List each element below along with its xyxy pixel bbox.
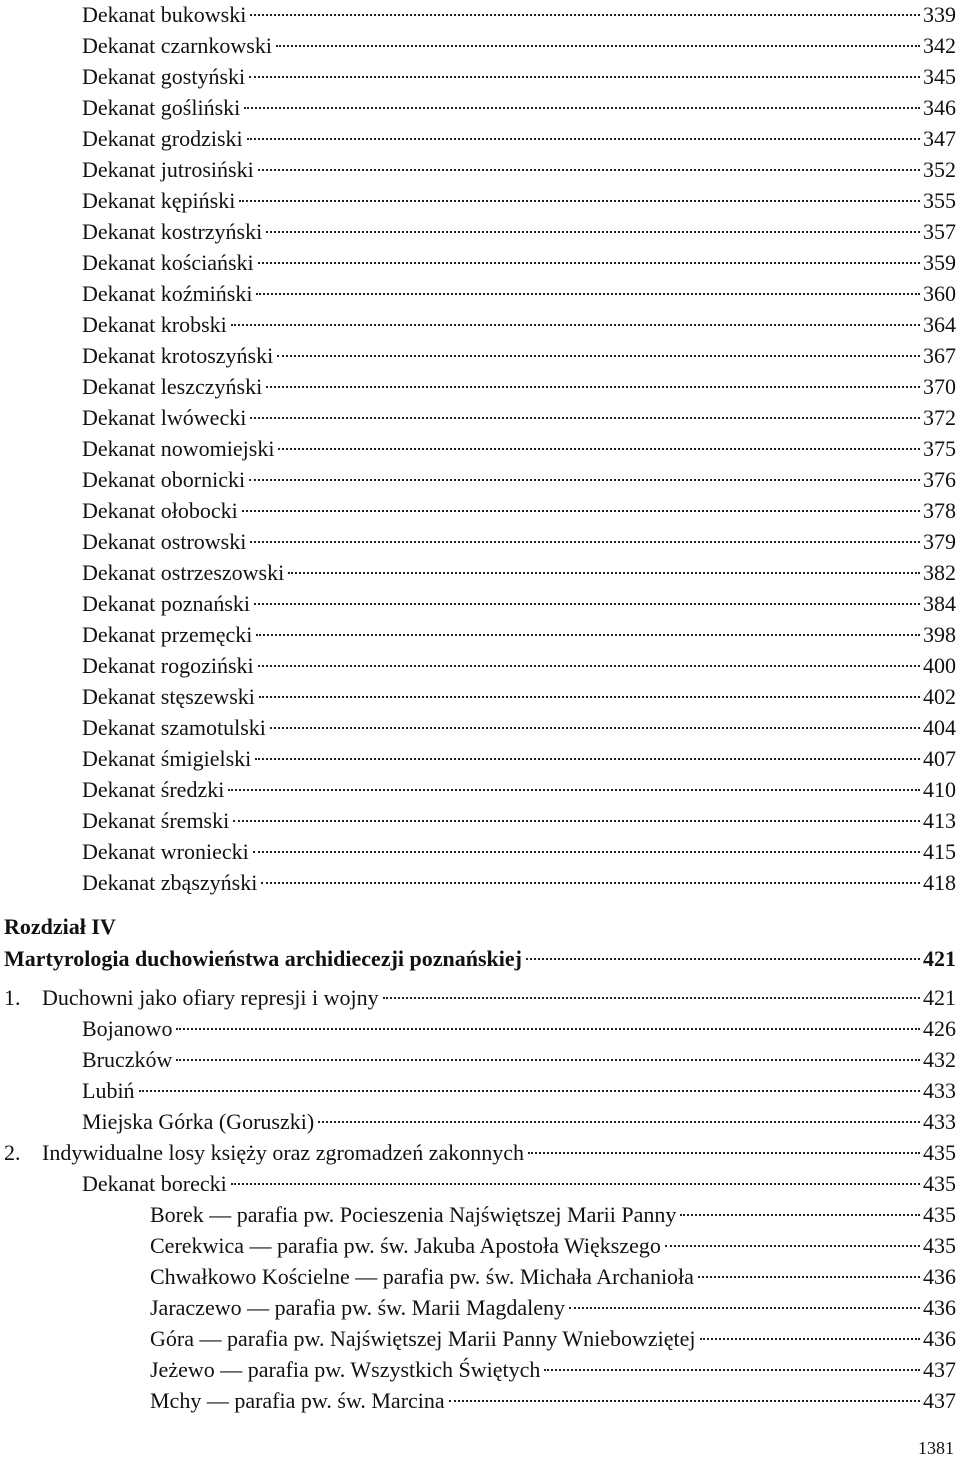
toc-entry-label: Dekanat lwówecki [82,405,247,430]
dot-leader [247,138,920,140]
toc-entry[interactable] [82,434,956,464]
toc-entry-label: Dekanat wroniecki [82,839,249,864]
dot-leader [228,789,920,791]
toc-entry-page: 357 [923,219,956,244]
toc-entry-label: Dekanat kępiński [82,188,236,213]
toc-entry-label: Dekanat gostyński [82,64,246,89]
chapter-title: Martyrologia duchowieństwa archidiecezji poznańskiej [4,946,522,971]
toc-entry[interactable] [82,527,956,557]
toc-entry[interactable] [82,217,956,247]
section-number: 1. [4,985,21,1010]
parish-page: 437 [923,1388,956,1413]
dot-leader [253,851,920,853]
toc-entry-label: Dekanat gośliński [82,95,241,120]
parish-entry[interactable] [150,1386,956,1416]
toc-entry-label: Dekanat poznański [82,591,250,616]
dot-leader [176,1059,920,1061]
parish-page: 436 [923,1264,956,1289]
parish-entry[interactable] [150,1231,956,1261]
section-title: Indywidualne losy księży oraz zgromadzeń zakonnych [42,1140,524,1165]
parish-label: Jaraczewo — parafia pw. św. Marii Magdaleny [150,1295,565,1320]
toc-entry-label: Dekanat czarnkowski [82,33,272,58]
toc-entry-label: Miejska Górka (Goruszki) [82,1109,315,1134]
dot-leader [278,448,920,450]
parish-page: 436 [923,1295,956,1320]
toc-entry-page: 367 [923,343,956,368]
dot-leader [261,882,920,884]
section-label [4,983,379,1013]
dot-leader [270,727,920,729]
dot-leader [250,14,920,16]
parish-entry[interactable] [150,1355,956,1385]
parish-page: 435 [923,1202,956,1227]
toc-entry-page: 410 [923,777,956,802]
dot-leader [249,76,920,78]
section-page: 421 [923,985,956,1010]
toc-entry-label: Dekanat bukowski [82,2,247,27]
toc-entry[interactable] [82,1107,956,1137]
toc-entry[interactable] [82,1014,956,1044]
dot-leader [700,1338,920,1340]
dot-leader [259,696,920,698]
toc-entry-page: 372 [923,405,956,430]
toc-entry-label: Lubiń [82,1078,135,1103]
toc-entry-page: 355 [923,188,956,213]
toc-entry-label: Dekanat śmigielski [82,746,252,771]
dot-leader [249,479,920,481]
toc-entry-page: 426 [923,1016,956,1041]
toc-entry-page: 360 [923,281,956,306]
toc-entry-label: Dekanat zbąszyński [82,870,258,895]
parish-entry[interactable] [150,1324,956,1354]
dot-leader [176,1028,920,1030]
toc-entry[interactable] [82,186,956,216]
dot-leader [233,820,920,822]
toc-entry[interactable] [82,1045,956,1075]
dot-leader [231,324,920,326]
dot-leader [258,262,920,264]
dot-leader [526,958,920,960]
toc-entry[interactable] [82,62,956,92]
toc-entry[interactable] [82,372,956,402]
dot-leader [258,665,920,667]
toc-entry-label: Dekanat kościański [82,250,254,275]
toc-entry[interactable] [82,0,956,30]
parish-label: Borek — parafia pw. Pocieszenia Najświętszej Marii Panny [150,1202,677,1227]
chapter-title-entry[interactable] [4,944,956,974]
parish-entry[interactable] [150,1262,956,1292]
toc-entry-page: 400 [923,653,956,678]
toc-entry-page: 398 [923,622,956,647]
dot-leader [250,417,920,419]
parish-entry[interactable] [150,1200,956,1230]
dot-leader [277,355,920,357]
toc-entry[interactable] [82,868,956,898]
toc-entry-label: Dekanat kostrzyński [82,219,263,244]
chapter-heading: Rozdział IV [4,914,116,939]
toc-entry[interactable] [82,465,956,495]
toc-entry[interactable] [82,651,956,681]
toc-entry[interactable] [82,403,956,433]
toc-entry[interactable] [82,1076,956,1106]
toc-entry[interactable] [82,558,956,588]
dot-leader [276,45,920,47]
toc-entry-page: 413 [923,808,956,833]
dot-leader [254,603,920,605]
dot-leader [258,169,920,171]
toc-entry-page: 339 [923,2,956,27]
toc-entry-page: 379 [923,529,956,554]
toc-entry-label: Dekanat szamotulski [82,715,266,740]
parish-page: 436 [923,1326,956,1351]
dot-leader [318,1121,920,1123]
toc-entry-label: Dekanat przemęcki [82,622,253,647]
dot-leader [231,1183,920,1185]
toc-entry-page: 364 [923,312,956,337]
chapter-page: 421 [923,946,956,971]
dot-leader [139,1090,920,1092]
dot-leader [255,758,920,760]
dot-leader [544,1369,920,1371]
toc-entry[interactable] [82,155,956,185]
page-number: 1381 [918,1438,954,1458]
toc-entry-page: 352 [923,157,956,182]
parish-label: Cerekwica — parafia pw. św. Jakuba Apostoła Większego [150,1233,661,1258]
parish-page: 435 [923,1233,956,1258]
dot-leader [239,200,920,202]
toc-entry-page: 359 [923,250,956,275]
parish-entry[interactable] [150,1293,956,1323]
toc-entry-label: Dekanat rogoziński [82,653,254,678]
toc-entry-label: Dekanat ostrzeszowski [82,560,285,585]
dot-leader [665,1245,920,1247]
toc-entry-page: 382 [923,560,956,585]
toc-entry-page: 375 [923,436,956,461]
toc-entry-label: Dekanat grodziski [82,126,243,151]
toc-entry-page: 345 [923,64,956,89]
dot-leader [242,510,920,512]
toc-entry[interactable] [82,1169,956,1199]
toc-entry-label: Dekanat krobski [82,312,227,337]
toc-entry-page: 342 [923,33,956,58]
dot-leader [266,386,920,388]
dot-leader [266,231,920,233]
dot-leader [449,1400,920,1402]
toc-entry-page: 402 [923,684,956,709]
dot-leader [256,293,920,295]
dot-leader [250,541,920,543]
dot-leader [528,1152,920,1154]
parish-label: Chwałkowo Kościelne — parafia pw. św. Michała Archanioła [150,1264,694,1289]
toc-entry-label: Dekanat leszczyński [82,374,263,399]
toc-entry-page: 407 [923,746,956,771]
parish-page: 437 [923,1357,956,1382]
toc-entry-page: 433 [923,1109,956,1134]
toc-entry-label: Dekanat jutrosiński [82,157,254,182]
dot-leader [256,634,920,636]
toc-entry[interactable] [82,31,956,61]
toc-entry[interactable] [82,279,956,309]
toc-entry-label: Dekanat śremski [82,808,230,833]
section-entry[interactable] [4,983,956,1013]
toc-entry-label: Dekanat ołobocki [82,498,238,523]
dot-leader [680,1214,920,1216]
toc-entry[interactable] [82,341,956,371]
toc-entry-page: 404 [923,715,956,740]
toc-entry-page: 370 [923,374,956,399]
toc-entry[interactable] [82,310,956,340]
toc-entry-label: Bruczków [82,1047,173,1072]
dot-leader [244,107,920,109]
toc-entry-page: 433 [923,1078,956,1103]
parish-label: Jeżewo — parafia pw. Wszystkich Świętych [150,1357,541,1382]
toc-entry[interactable] [82,775,956,805]
toc-entry[interactable] [82,589,956,619]
dot-leader [569,1307,920,1309]
toc-entry-page: 376 [923,467,956,492]
toc-entry[interactable] [82,837,956,867]
toc-entry[interactable] [82,124,956,154]
toc-entry-label: Dekanat krotoszyński [82,343,274,368]
dot-leader [288,572,920,574]
toc-entry-label: Bojanowo [82,1016,173,1041]
toc-entry[interactable] [82,620,956,650]
toc-entry-label: Dekanat nowomiejski [82,436,275,461]
toc-entry[interactable] [82,806,956,836]
section-page: 435 [923,1140,956,1165]
toc-entry-page: 418 [923,870,956,895]
section-number: 2. [4,1140,21,1165]
section-entry[interactable] [4,1138,956,1168]
parish-label: Mchy — parafia pw. św. Marcina [150,1388,445,1413]
toc-entry-page: 384 [923,591,956,616]
dot-leader [698,1276,920,1278]
parish-label: Góra — parafia pw. Najświętszej Marii Panny Wniebowziętej [150,1326,696,1351]
toc-entry-label: Dekanat koźmiński [82,281,253,306]
section-title: Duchowni jako ofiary represji i wojny [42,985,379,1010]
toc-entry-page: 415 [923,839,956,864]
toc-entry[interactable] [82,682,956,712]
toc-entry-label: Dekanat średzki [82,777,225,802]
toc-entry-page: 432 [923,1047,956,1072]
toc-entry-page: 435 [923,1171,956,1196]
toc-entry-label: Dekanat stęszewski [82,684,255,709]
toc-entry-page: 346 [923,95,956,120]
toc-entry[interactable] [82,713,956,743]
toc-entry-label: Dekanat ostrowski [82,529,247,554]
toc-entry-label: Dekanat obornicki [82,467,246,492]
dot-leader [383,997,920,999]
toc-entry[interactable] [82,248,956,278]
toc-entry[interactable] [82,496,956,526]
section-label [4,1138,524,1168]
toc-entry-label: Dekanat borecki [82,1171,227,1196]
toc-entry-page: 347 [923,126,956,151]
toc-entry[interactable] [82,93,956,123]
toc-entry[interactable] [82,744,956,774]
toc-entry-page: 378 [923,498,956,523]
